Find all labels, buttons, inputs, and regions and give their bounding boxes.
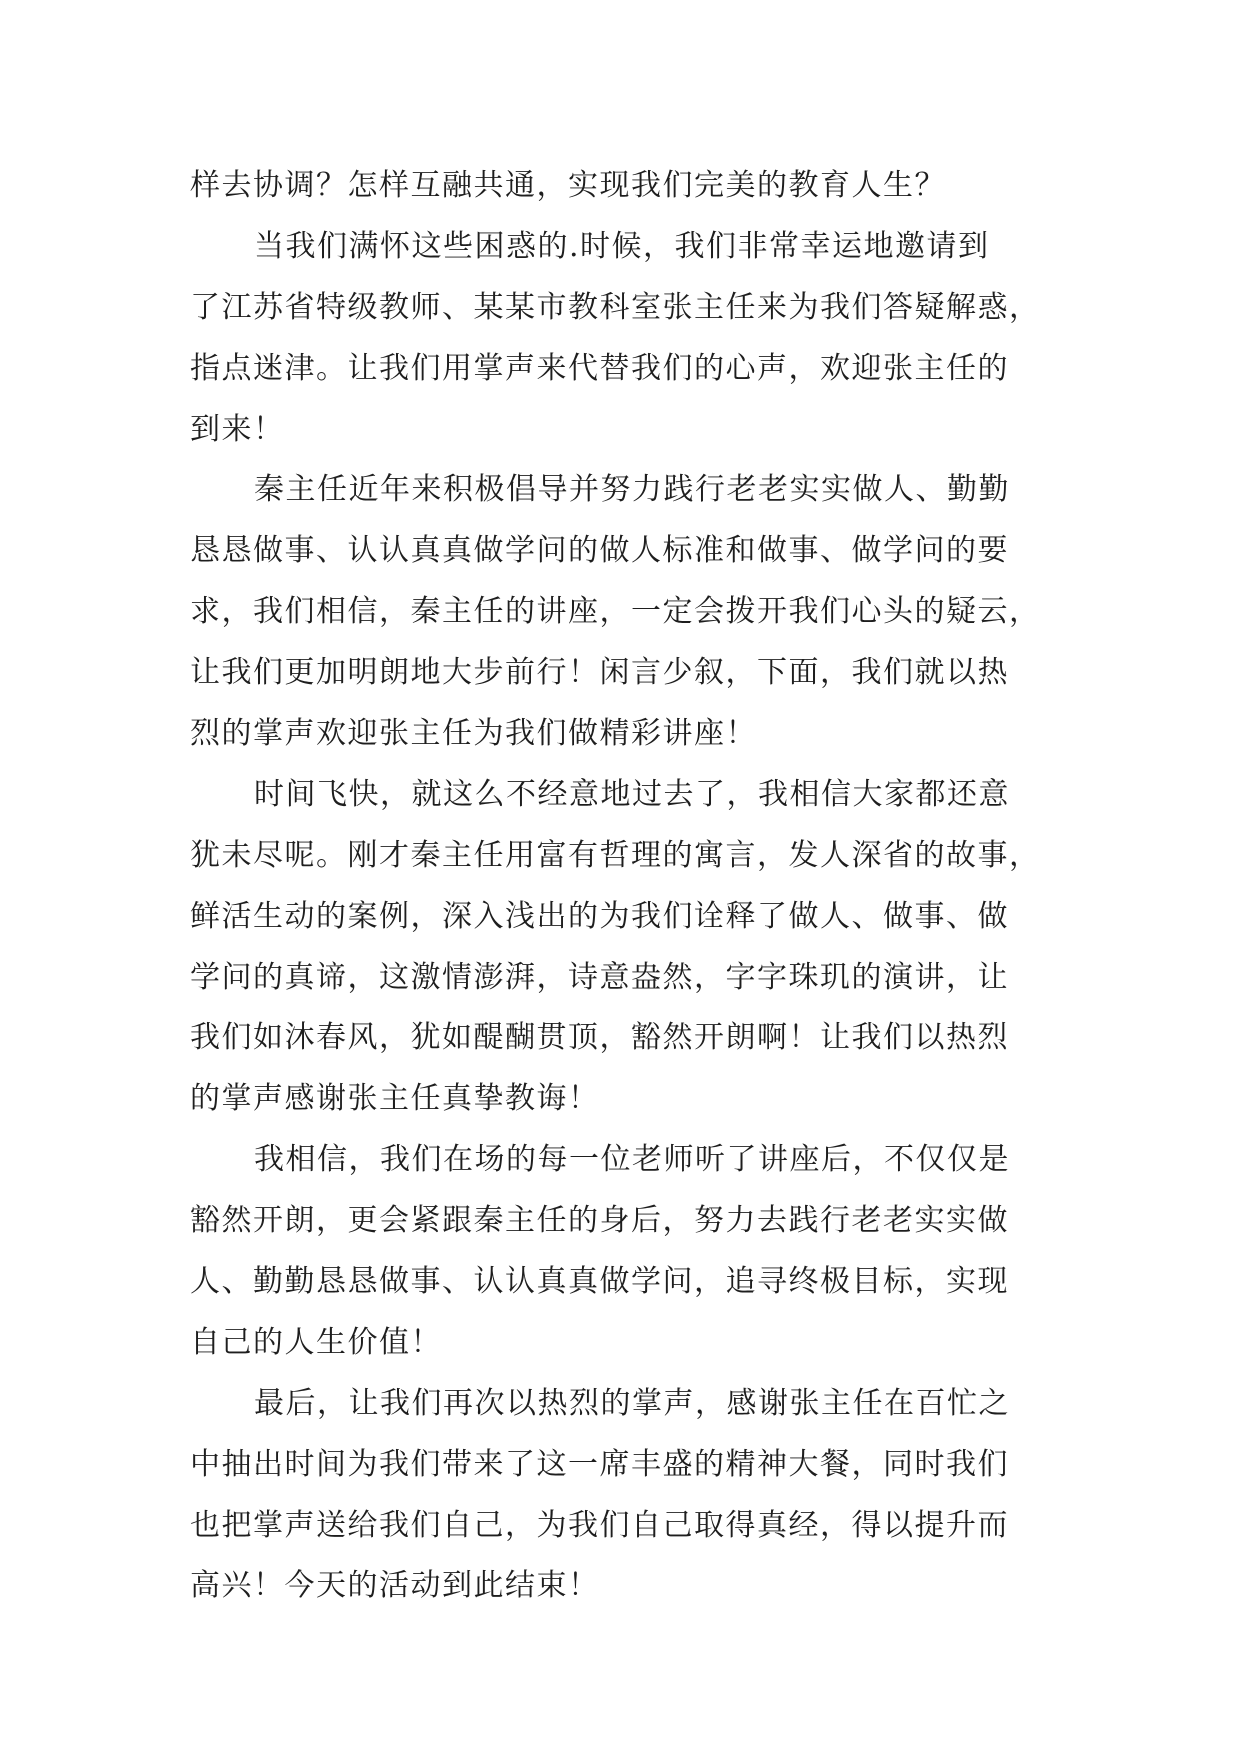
text-line: 学问的真谛，这激情澎湃，诗意盎然，字字珠玑的演讲，让 — [190, 959, 1009, 995]
text-line: 最后，让我们再次以热烈的掌声，感谢张主任在百忙之 — [254, 1385, 1010, 1421]
text-line: 样去协调？怎样互融共通，实现我们完美的教育人生？ — [190, 168, 946, 203]
text-line: 到来！ — [190, 411, 285, 447]
text-line: 当我们满怀这些困惑的.时候，我们非常幸运地邀请到 — [254, 228, 990, 264]
text-line: 求，我们相信，秦主任的讲座，一定会拨开我们心头的疑云， — [190, 594, 1041, 630]
text-line: 自己的人生价值！ — [190, 1324, 442, 1360]
text-line: 我相信，我们在场的每一位老师听了讲座后，不仅仅是 — [254, 1142, 1010, 1178]
text-line: 豁然开朗，更会紧跟秦主任的身后，努力去践行老老实实做 — [190, 1203, 1009, 1239]
text-line: 也把掌声送给我们自己，为我们自己取得真经，得以提升而 — [190, 1507, 1009, 1543]
text-line: 的掌声感谢张主任真挚教诲！ — [190, 1081, 600, 1117]
text-line: 高兴！今天的活动到此结束！ — [190, 1568, 600, 1604]
document-body — [190, 156, 1090, 1617]
text-line: 恳恳做事、认认真真做学问的做人标准和做事、做学问的要 — [190, 533, 1009, 569]
text-line: 指点迷津。让我们用掌声来代替我们的心声，欢迎张主任的 — [190, 350, 1009, 386]
text-line: 犹未尽呢。刚才秦主任用富有哲理的寓言，发人深省的故事， — [190, 837, 1041, 873]
text-line: 中抽出时间为我们带来了这一席丰盛的精神大餐，同时我们 — [190, 1446, 1009, 1482]
text-line: 我们如沐春风，犹如醍醐贯顶，豁然开朗啊！让我们以热烈 — [190, 1020, 1009, 1056]
text-line: 了江苏省特级教师、某某市教科室张主任来为我们答疑解惑， — [190, 289, 1041, 325]
text-line: 秦主任近年来积极倡导并努力践行老老实实做人、勤勤 — [254, 472, 1010, 508]
text-line: 让我们更加明朗地大步前行！闲言少叙，下面，我们就以热 — [190, 655, 1009, 691]
text-line: 时间飞快，就这么不经意地过去了，我相信大家都还意 — [254, 776, 1010, 812]
text-line: 人、勤勤恳恳做事、认认真真做学问，追寻终极目标，实现 — [190, 1264, 1009, 1300]
text-line: 鲜活生动的案例，深入浅出的为我们诠释了做人、做事、做 — [190, 898, 1009, 934]
text-line: 烈的掌声欢迎张主任为我们做精彩讲座！ — [190, 716, 757, 752]
